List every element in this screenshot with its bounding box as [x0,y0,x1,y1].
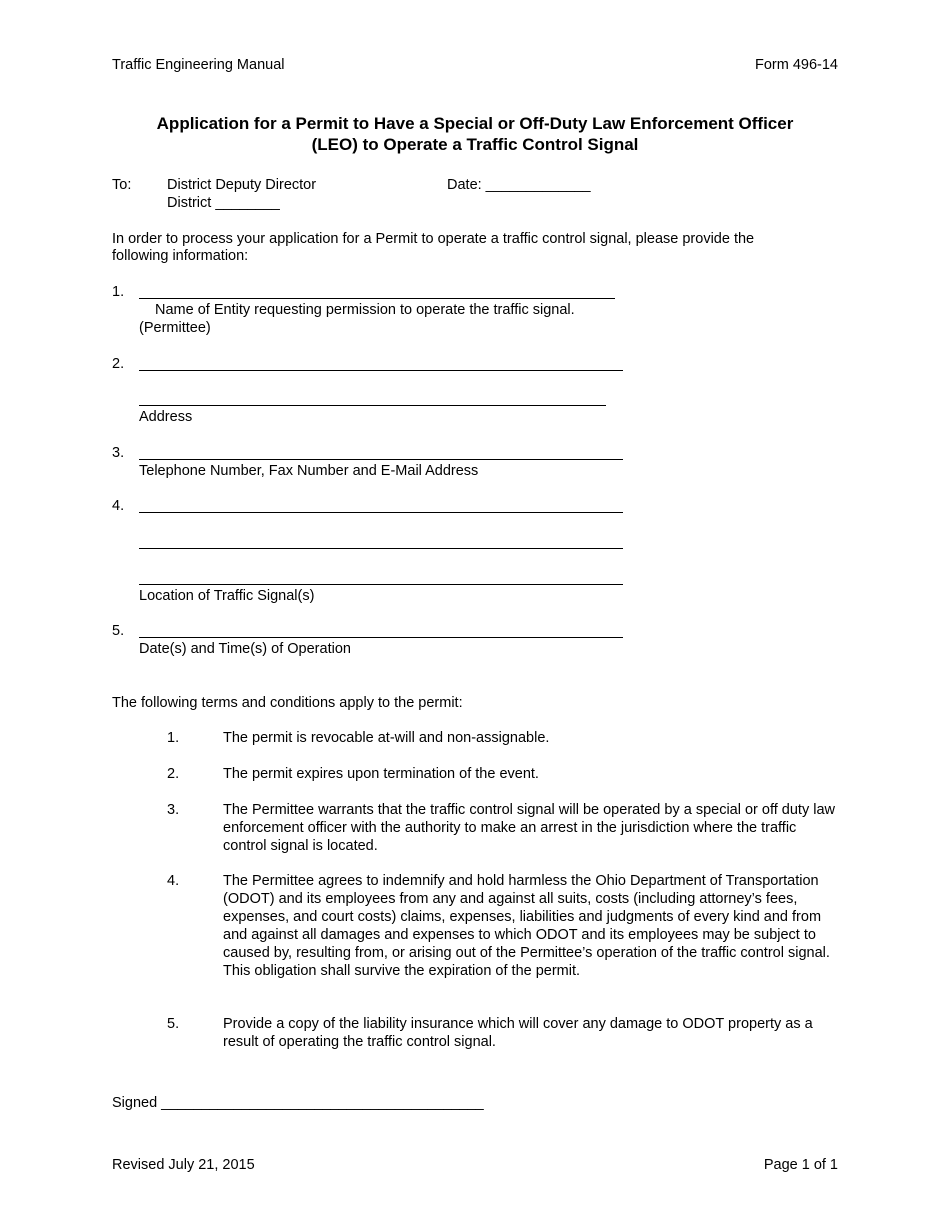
date-time-line[interactable] [139,637,623,638]
contact-info-line[interactable] [139,459,623,460]
term-5-text: Provide a copy of the liability insurance which will cover any damage to ODOT property as a result of operating the traffic control signal. [223,1016,813,1050]
field-1-number: 1. [112,284,125,300]
field-4-caption: Location of Traffic Signal(s) [139,588,315,604]
field-3-caption: Telephone Number, Fax Number and E-Mail Address [139,463,479,479]
term-5-number: 5. [167,1016,180,1032]
intro-line-1: In order to process your application for a Permit to operate a traffic control signal, please provide the [112,231,755,247]
field-2-caption: Address [139,409,193,425]
term-4-text: The Permittee agrees to indemnify and hold harmless the Ohio Department of Transportation (ODOT) and its employees from any and against all suits, costs (including attorney’s fees, expenses, and court costs) claims, expenses, liabilities and judgments of every kind and from and against all damages and expenses to which ODOT and its employees may be subject to caused by, resulting from, or arising out of the Permittee’s operation of the traffic control signal. This obligation shall survive the expiration of the permit. [223,873,830,979]
term-1-number: 1. [167,730,180,746]
form-number: Form 496-14 [754,57,838,73]
intro-line-2: following information: [112,248,249,264]
term-2-number: 2. [167,766,180,782]
location-line-2[interactable] [139,548,623,549]
permittee-name-line[interactable] [139,298,615,299]
term-3-number: 3. [167,802,180,818]
term-4-number: 4. [167,873,180,889]
location-line-3[interactable] [139,584,623,585]
term-1-text: The permit is revocable at-will and non-assignable. [223,730,550,746]
term-3-text: The Permittee warrants that the traffic control signal will be operated by a special or off duty law enforcement officer with the authority to make an arrest in the jurisdiction where the traffic control signal is located. [223,802,835,854]
field-3-number: 3. [112,445,125,461]
term-2-text: The permit expires upon termination of the event. [223,766,539,782]
page-number: Page 1 of 1 [763,1157,838,1173]
address-line-2[interactable] [139,405,606,406]
field-4-number: 4. [112,498,125,514]
location-line-1[interactable] [139,512,623,513]
header-manual-title: Traffic Engineering Manual [112,57,285,73]
field-2-number: 2. [112,356,125,372]
recipient-title: District Deputy Director [167,177,317,193]
address-line-1[interactable] [139,370,623,371]
date-field[interactable]: Date: _____________ [447,177,591,193]
document-title-line-1: Application for a Permit to Have a Special or Off-Duty Law Enforcement Officer [156,114,794,133]
field-5-caption: Date(s) and Time(s) of Operation [139,641,351,657]
to-label: To: [112,177,132,193]
district-field[interactable]: District ________ [167,195,280,211]
revision-date: Revised July 21, 2015 [112,1157,255,1173]
terms-intro: The following terms and conditions apply to the permit: [112,695,463,711]
field-1-caption: Name of Entity requesting permission to operate the traffic signal. [155,302,575,318]
document-title-line-2: (LEO) to Operate a Traffic Control Signal [311,135,639,154]
signature-field[interactable]: Signed ________________________________________ [112,1095,484,1111]
field-1-caption-2: (Permittee) [139,320,211,336]
field-5-number: 5. [112,623,125,639]
